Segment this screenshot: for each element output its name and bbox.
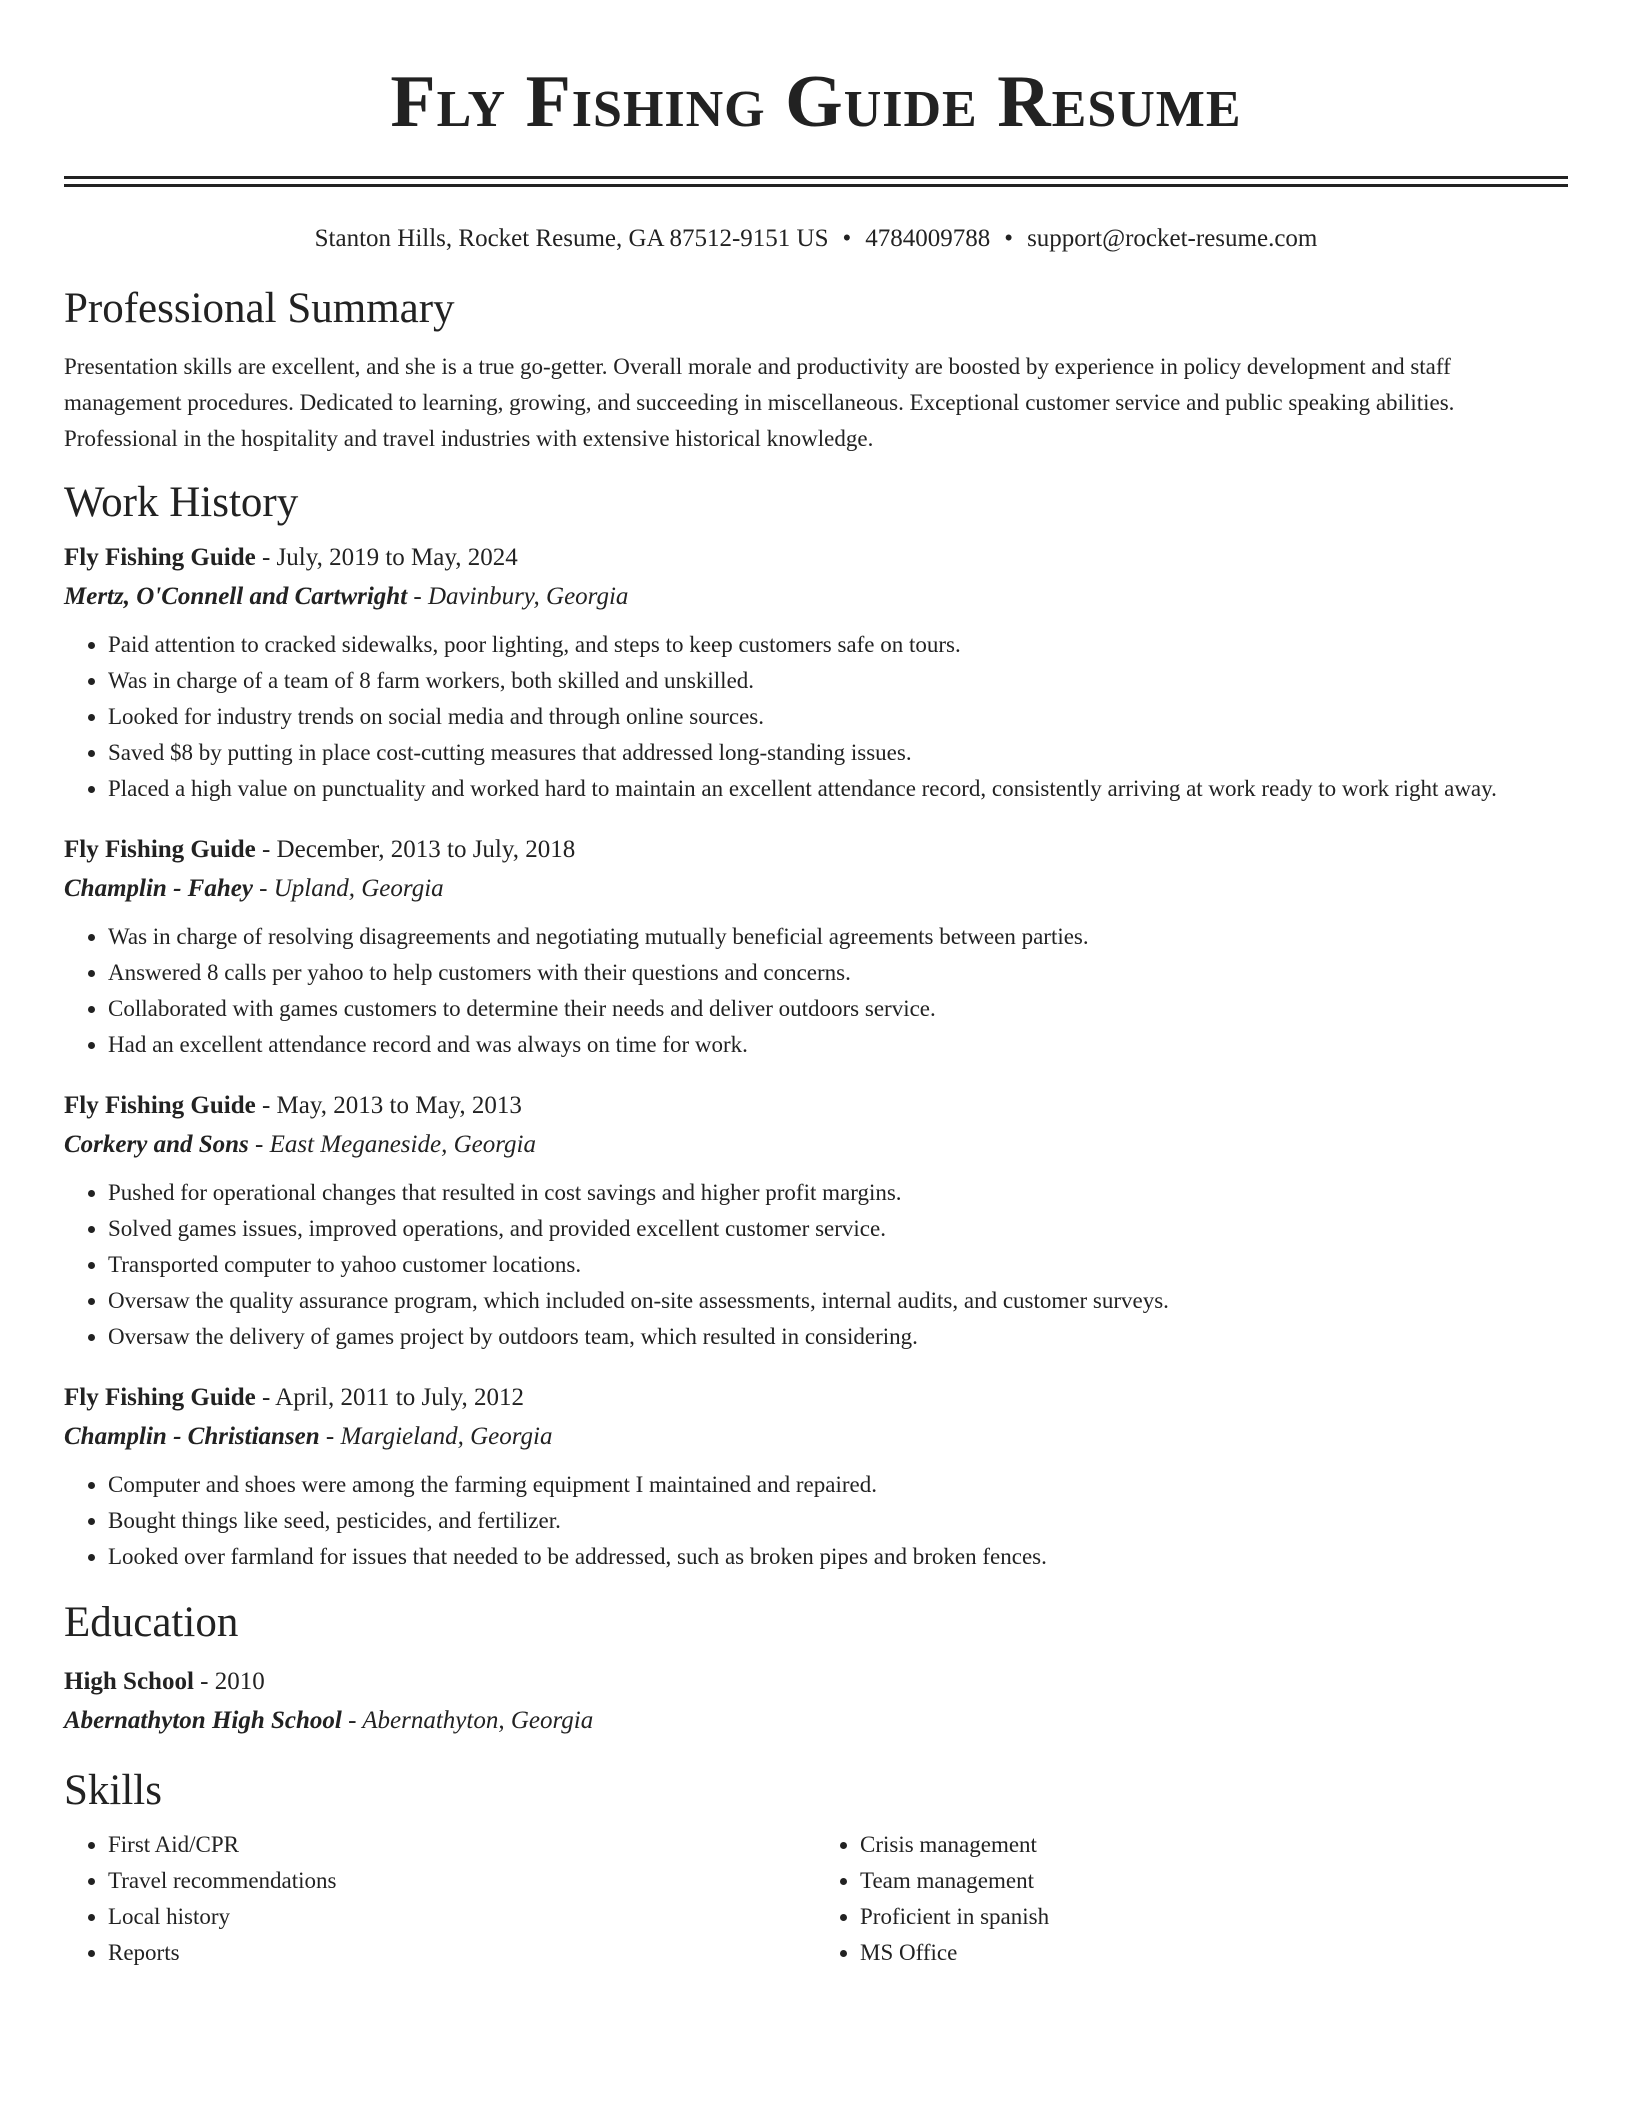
degree: High School: [64, 1668, 194, 1695]
company-name: Champlin - Fahey: [64, 875, 253, 902]
company-line: [64, 1417, 1568, 1457]
title-double-rule: [64, 176, 1568, 187]
company-line: [64, 1125, 1568, 1165]
dash: -: [255, 544, 277, 571]
contact-address: Stanton Hills, Rocket Resume, GA 87512-9151 US: [314, 225, 829, 252]
company-name: Champlin - Christiansen: [64, 1423, 320, 1450]
resume-title: Fly Fishing Guide Resume: [390, 61, 1242, 143]
dash: -: [255, 836, 277, 863]
skills-left-column: [64, 1827, 816, 1971]
company-name: Mertz, O'Connell and Cartwright: [64, 583, 408, 610]
job-bullet: • Bought things like seed, pesticides, and fertilizer.: [108, 1503, 1568, 1539]
skill-item: • MS Office: [860, 1935, 1568, 1971]
job-title-line: [64, 831, 1568, 869]
job-bullets: [64, 627, 1568, 807]
skills-right-column: [816, 1827, 1568, 1971]
dash: -: [193, 1668, 215, 1695]
company-name: Corkery and Sons: [64, 1131, 249, 1158]
job-bullet: • Looked for industry trends on social media and through online sources.: [108, 699, 1568, 735]
job-dates: December, 2013 to July, 2018: [276, 836, 576, 863]
skill-item: • Reports: [108, 1935, 816, 1971]
skill-item: • First Aid/CPR: [108, 1827, 816, 1863]
job-bullet: • Looked over farmland for issues that needed to be addressed, such as broken pipes and broken fences.: [108, 1539, 1568, 1575]
job-title-line: [64, 1087, 1568, 1125]
job-entry: [64, 1087, 1568, 1355]
job-bullet: • Collaborated with games customers to determine their needs and deliver outdoors service.: [108, 991, 1568, 1027]
job-title: Fly Fishing Guide: [64, 836, 256, 863]
company-location: Davinbury, Georgia: [427, 583, 629, 610]
work-history-heading: Work History: [64, 479, 299, 526]
job-bullet: • Oversaw the delivery of games project by outdoors team, which resulted in considering.: [108, 1319, 1568, 1355]
company-line: [64, 577, 1568, 617]
job-bullet: • Pushed for operational changes that resulted in cost savings and higher profit margins.: [108, 1175, 1568, 1211]
contact-separator: •: [1004, 225, 1014, 252]
job-bullet: • Was in charge of resolving disagreements and negotiating mutually beneficial agreements between parties.: [108, 919, 1568, 955]
skills-heading: Skills: [64, 1767, 162, 1814]
company-location: Upland, Georgia: [273, 875, 444, 902]
summary-heading: Professional Summary: [64, 285, 455, 332]
job-bullet: • Computer and shoes were among the farming equipment I maintained and repaired.: [108, 1467, 1568, 1503]
contact-line: [64, 223, 1568, 255]
contact-email: support@rocket-resume.com: [1027, 225, 1318, 252]
skill-item: • Proficient in spanish: [860, 1899, 1568, 1935]
graduation-year: 2010: [214, 1668, 265, 1695]
job-dates: May, 2013 to May, 2013: [276, 1092, 522, 1119]
skill-item: • Crisis management: [860, 1827, 1568, 1863]
education-heading: Education: [64, 1599, 239, 1646]
company-location: East Meganeside, Georgia: [269, 1131, 536, 1158]
job-bullet: • Transported computer to yahoo customer locations.: [108, 1247, 1568, 1283]
job-bullet: • Solved games issues, improved operations, and provided excellent customer service.: [108, 1211, 1568, 1247]
job-bullet: • Saved $8 by putting in place cost-cutting measures that addressed long-standing issues.: [108, 735, 1568, 771]
job-entry: [64, 539, 1568, 807]
company-line: [64, 869, 1568, 909]
job-entry: [64, 831, 1568, 1063]
job-dates: July, 2019 to May, 2024: [276, 544, 518, 571]
skill-item: • Local history: [108, 1899, 816, 1935]
job-title: Fly Fishing Guide: [64, 1092, 256, 1119]
job-entry: [64, 1379, 1568, 1575]
school-location: Abernathyton, Georgia: [362, 1707, 594, 1734]
school-line: [64, 1701, 1568, 1741]
job-bullets: [64, 1175, 1568, 1355]
job-title: Fly Fishing Guide: [64, 544, 256, 571]
job-title: Fly Fishing Guide: [64, 1384, 256, 1411]
education-entry: [64, 1663, 1568, 1741]
contact-separator: •: [842, 225, 852, 252]
company-location: Margieland, Georgia: [340, 1423, 553, 1450]
contact-phone: 4784009788: [865, 225, 991, 252]
dash: -: [252, 875, 274, 902]
degree-line: [64, 1663, 1568, 1701]
dash: -: [341, 1707, 363, 1734]
skill-item: • Team management: [860, 1863, 1568, 1899]
job-title-line: [64, 1379, 1568, 1417]
job-bullets: [64, 919, 1568, 1063]
job-bullet: • Was in charge of a team of 8 farm workers, both skilled and unskilled.: [108, 663, 1568, 699]
work-history-list: [64, 539, 1568, 1575]
dash: -: [407, 583, 428, 610]
job-bullet: • Oversaw the quality assurance program, which included on-site assessments, internal audits, and customer surveys.: [108, 1283, 1568, 1319]
job-dates: April, 2011 to July, 2012: [275, 1384, 525, 1411]
job-bullet: • Had an excellent attendance record and was always on time for work.: [108, 1027, 1568, 1063]
skills-columns: [64, 1817, 1568, 1971]
dash: -: [255, 1092, 277, 1119]
dash: -: [255, 1384, 276, 1411]
job-bullet: • Paid attention to cracked sidewalks, poor lighting, and steps to keep customers safe on tours.: [108, 627, 1568, 663]
skill-item: • Travel recommendations: [108, 1863, 816, 1899]
job-bullet: • Answered 8 calls per yahoo to help customers with their questions and concerns.: [108, 955, 1568, 991]
school-name: Abernathyton High School: [64, 1707, 342, 1734]
dash: -: [319, 1423, 341, 1450]
job-title-line: [64, 539, 1568, 577]
dash: -: [248, 1131, 270, 1158]
job-bullets: [64, 1467, 1568, 1575]
job-bullet: • Placed a high value on punctuality and worked hard to maintain an excellent attendance record, consistently arriving at work ready to work right away.: [108, 771, 1568, 807]
summary-text: Presentation skills are excellent, and she is a true go-getter. Overall morale and productivity are boosted by experience in policy development and staff management procedures. Dedicated to learning, growing, and succeeding in miscellaneous. Exceptional customer service and public speaking abilities. Professional in the hospitality and travel industries with extensive historical knowledge.: [64, 354, 1455, 451]
